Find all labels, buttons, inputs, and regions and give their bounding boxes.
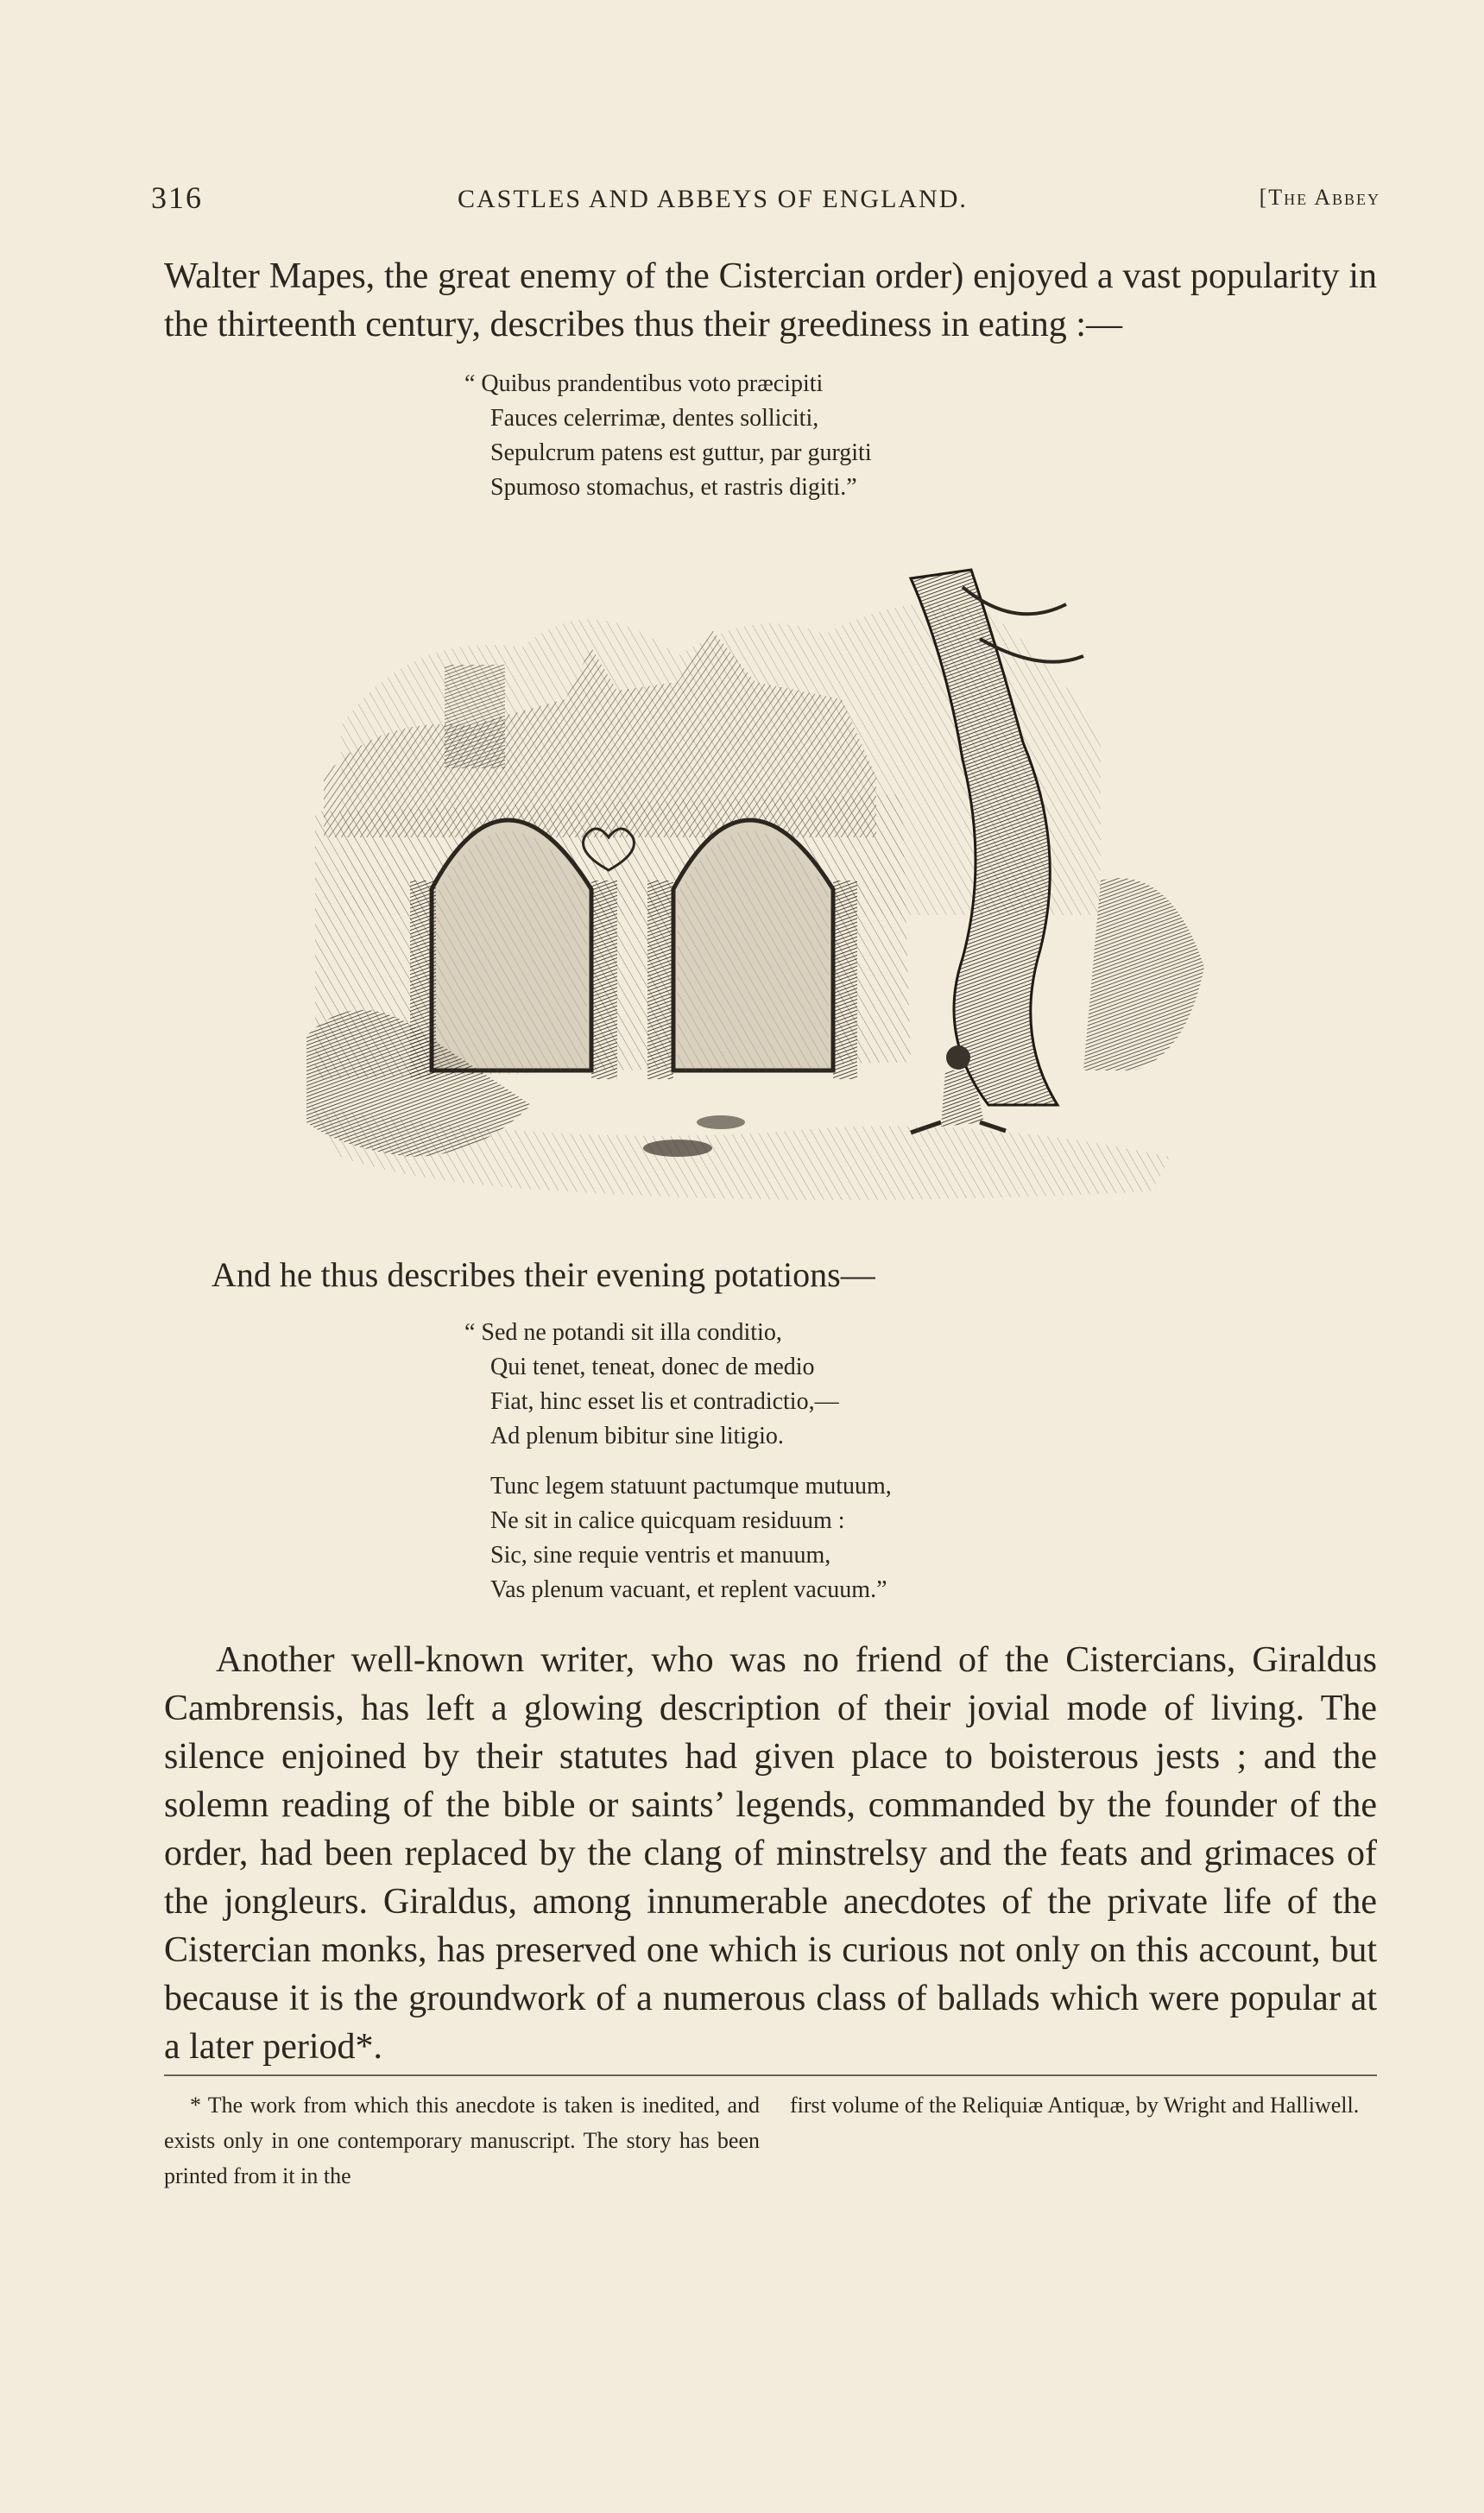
page-number: 316: [151, 180, 203, 215]
verse-line: Sic, sine requie ventris et manuum,: [490, 1542, 831, 1569]
footnote-left-column: * The work from which this anecdote is taken is inedited, and exists only in one contemporary manuscript. The story has been printed from it in the: [164, 2093, 760, 2188]
broken-tower: [445, 665, 505, 768]
abbey-ruins-engraving: [306, 552, 1217, 1209]
footnote-right-column: first volume of the Reliquiæ Antiquæ, by Wright and Halliwell.: [790, 2093, 1360, 2118]
running-head: [151, 180, 1380, 223]
body-paragraph: Another well-known writer, who was no friend of the Cistercians, Giraldus Cambrensis, has left a glowing description of their jovial mode of living. The silence enjoined by their statutes had given place to boisterous jests ; and the solemn reading of the bible or saints’ legends, commanded by the founder of the order, had been replaced by the clang of minstrelsy and the feats and grimaces of the jongleurs. Giraldus, among innumerable anecdotes of the private life of the Cistercian monks, has preserved one which is curious not only on this account, but because it is the groundwork of a numerous class of ballads which were popular at a later period*.: [164, 1640, 1377, 2067]
opening-paragraph: Walter Mapes, the great enemy of the Cistercian order) enjoyed a vast popularity in the thirteenth century, describes thus their greediness in eating :—: [164, 256, 1377, 344]
footnote-rule: [164, 2074, 1377, 2076]
verse-line: “ Sed ne potandi sit illa conditio,: [464, 1319, 782, 1346]
rock-outcrop: [1083, 878, 1204, 1070]
verse-line: Fauces celerrimæ, dentes solliciti,: [490, 405, 819, 432]
verse-line: Ne sit in calice quicquam residuum :: [490, 1507, 845, 1534]
verse-line: Qui tenet, teneat, donec de medio: [490, 1354, 815, 1380]
running-title: CASTLES AND ABBEYS OF ENGLAND.: [458, 185, 968, 213]
section-marker: [The Abbey: [1259, 185, 1380, 210]
verse-line: Sepulcrum patens est guttur, par gurgiti: [490, 439, 872, 466]
verse-line: Tunc legem statuunt pactumque mutuum,: [490, 1473, 892, 1500]
verse-on-drinking: [464, 1316, 1121, 1607]
verse-line: Vas plenum vacuant, et replent vacuum.”: [490, 1576, 887, 1603]
verse-on-eating: [464, 367, 1121, 505]
verse-line: “ Quibus prandentibus voto præcipiti: [464, 370, 824, 397]
verse-line: Ad plenum bibitur sine litigio.: [490, 1423, 784, 1449]
verse-line: Spumoso stomachus, et rastris digiti.”: [490, 474, 857, 501]
lead-in-line: And he thus describes their evening potations—: [212, 1255, 875, 1294]
verse-line: Fiat, hinc esset lis et contradictio,—: [490, 1388, 839, 1415]
